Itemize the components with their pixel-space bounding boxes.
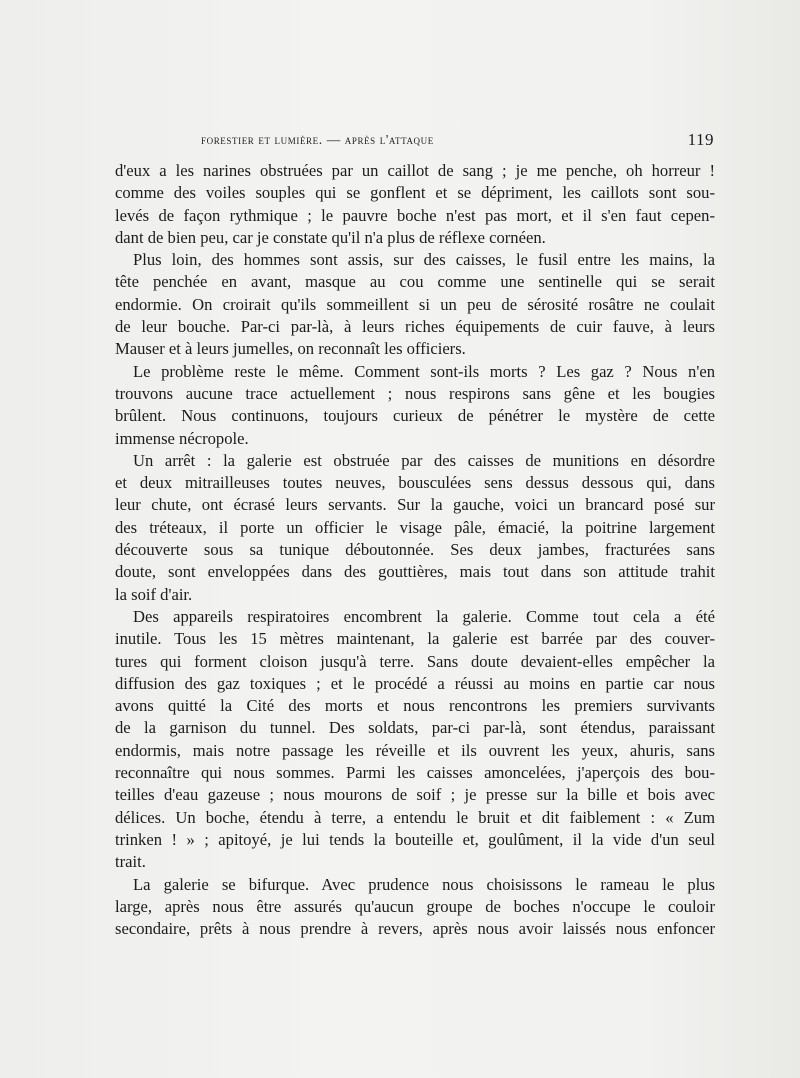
text-line: leur chute, ont écrasé leurs servants. Sur la gauche, voici un brancard posé sur [115, 495, 715, 515]
text-line: La galerie se bifurque. Avec prudence nous choisissons le rameau le plus [133, 874, 715, 894]
text-line: comme des voiles souples qui se gonflent et se dépriment, les caillots sont sou- [115, 183, 715, 203]
running-title: forestier et lumière. — après l'attaque [201, 132, 434, 147]
text-line: délices. Un boche, étendu à terre, a entendu le bruit et dit faiblement : « Zum [115, 807, 715, 827]
text-line: brûlent. Nous continuons, toujours curieux de pénétrer le mystère de cette [115, 406, 715, 426]
text-line: reconnaître qui nous sommes. Parmi les caisses amoncelées, j'aperçois des bou- [115, 763, 715, 783]
text-line: immense nécropole. [115, 428, 249, 448]
text-line: découverte sous sa tunique déboutonnée. Ses deux jambes, fracturées sans [115, 540, 715, 560]
text-line: Un arrêt : la galerie est obstruée par des caisses de munitions en désordre [133, 450, 715, 470]
text-line: inutile. Tous les 15 mètres maintenant, la galerie est barrée par des couver- [115, 629, 715, 649]
text-line: teilles d'eau gazeuse ; nous mourons de soif ; je presse sur la bille et bois avec [115, 785, 715, 805]
text-line: la soif d'air. [115, 584, 193, 604]
text-line: dant de bien peu, car je constate qu'il n'a plus de réflexe cornéen. [115, 227, 546, 247]
text-line: Le problème reste le même. Comment sont-ils morts ? Les gaz ? Nous n'en [133, 361, 715, 381]
text-line: trinken ! » ; apitoyé, je lui tends la bouteille et, goulûment, il la vide d'un seul [115, 829, 715, 849]
page-number: 119 [687, 130, 714, 149]
text-line: de leur bouche. Par-ci par-là, à leurs riches équipements de cuir fauve, à leurs [115, 317, 715, 337]
text-line: Plus loin, des hommes sont assis, sur des caisses, le fusil entre les mains, la [133, 250, 715, 270]
text-line: tures qui forment cloison jusqu'à terre. Sans doute devaient-elles empêcher la [115, 651, 715, 671]
text-line: doute, sont enveloppées dans des gouttières, mais tout dans son attitude trahit [115, 562, 715, 582]
text-line: de la garnison du tunnel. Des soldats, par-ci par-là, sont étendus, paraissant [115, 718, 715, 738]
text-line: large, après nous être assurés qu'aucun groupe de boches n'occupe le couloir [115, 896, 715, 916]
text-line: et deux mitrailleuses toutes neuves, bousculées sens dessus dessous qui, dans [115, 473, 715, 493]
body-text [115, 160, 715, 940]
text-line: Des appareils respiratoires encombrent la galerie. Comme tout cela a été [133, 606, 715, 626]
text-line: secondaire, prêts à nous prendre à revers, après nous avoir laissés nous enfoncer [115, 919, 715, 939]
text-line: tête penchée en avant, masque au cou comme une sentinelle qui se serait [115, 272, 715, 292]
text-line: levés de façon rythmique ; le pauvre boche n'est pas mort, et il s'en faut cepen- [115, 205, 715, 225]
text-line: endormie. On croirait qu'ils sommeillent si un peu de sérosité rosâtre ne coulait [115, 294, 715, 314]
text-line: trait. [115, 852, 146, 872]
text-line: trouvons aucune trace actuellement ; nous respirons sans gêne et les bougies [115, 383, 715, 403]
text-line: d'eux a les narines obstruées par un caillot de sang ; je me penche, oh horreur ! [115, 161, 715, 180]
text-line: endormis, mais notre passage les réveille et ils ouvrent les yeux, ahuris, sans [115, 740, 715, 760]
text-line: diffusion des gaz toxiques ; et le procédé a réussi au moins en partie car nous [115, 673, 715, 693]
running-head [115, 132, 714, 154]
text-line: avons quitté la Cité des morts et nous rencontrons les premiers survivants [115, 696, 715, 716]
text-line: des tréteaux, il porte un officier le visage pâle, émacié, la poitrine largement [115, 517, 715, 537]
text-line: Mauser et à leurs jumelles, on reconnaît les officiers. [115, 339, 466, 359]
